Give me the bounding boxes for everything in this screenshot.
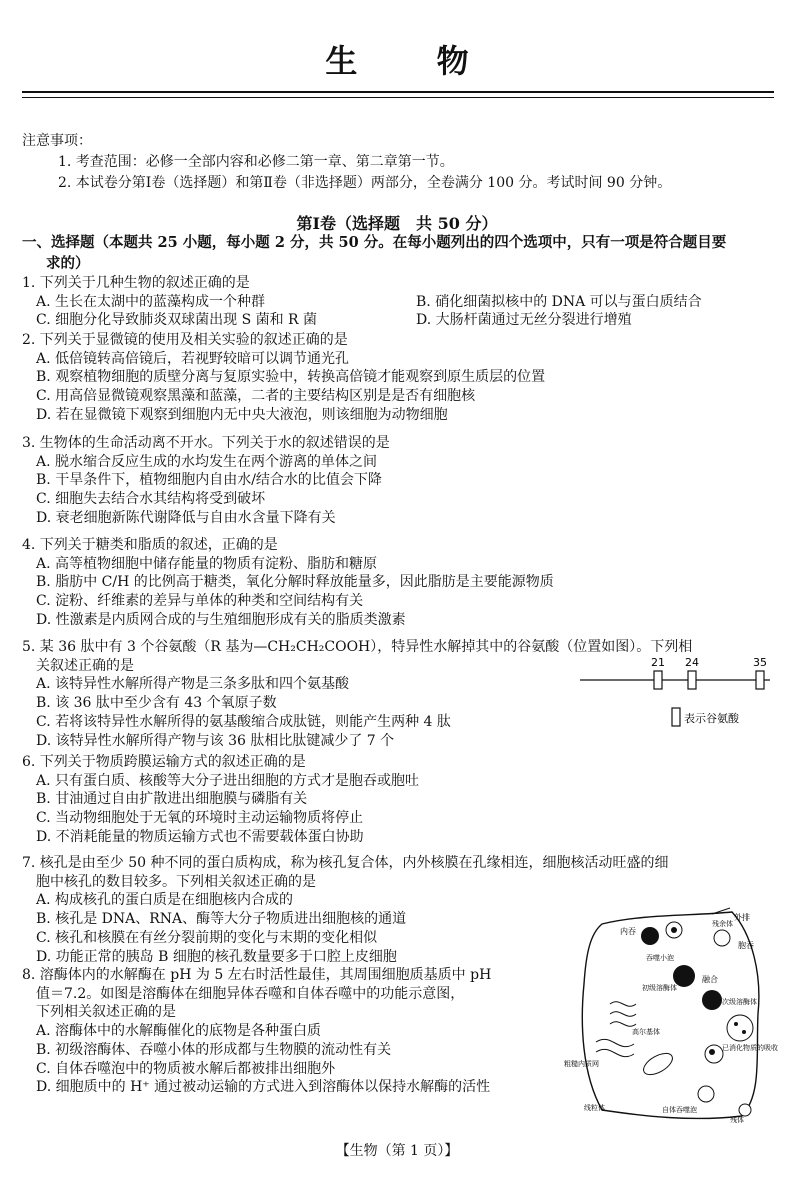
option-a: A. 脱水缩合反应生成的水均发生在两个游离的单体之间 (36, 453, 378, 470)
option-c: C. 用高倍显微镜观察黑藻和蓝藻，二者的主要结构区别是是否有细胞核 (36, 388, 476, 405)
question-1 (22, 274, 782, 330)
option-b: B. 甘油通过自由扩散进出细胞膜与磷脂有关 (36, 791, 308, 808)
legend-label: 表示谷氨酸 (684, 712, 739, 725)
option-c: C. 核孔和核膜在有丝分裂前期的变化与末期的变化相似 (36, 929, 378, 946)
digested-particle (742, 1030, 746, 1034)
section-heading (22, 232, 778, 274)
label-residual: 残余体 (712, 920, 733, 928)
page-footer: 【生物（第 1 页）】 (335, 1143, 459, 1159)
label-primary: 初级溶酶体 (642, 984, 677, 992)
option-b: B. 该 36 肽中至少含有 43 个氧原子数 (36, 695, 277, 712)
option-c: C. 当动物细胞处于无氧的环境时主动运输物质将停止 (36, 810, 364, 827)
position-label-24: 24 (685, 656, 699, 669)
option-c: C. 细胞失去结合水其结构将受到破坏 (36, 491, 266, 508)
notes-heading: 注意事项： (22, 133, 92, 149)
option-b: B. 干旱条件下，植物细胞内自由水/结合水的比值会下降 (36, 472, 382, 489)
label-er: 粗糙内质网 (564, 1060, 599, 1068)
digested-particle (734, 1022, 738, 1026)
page-title: 生 物 (325, 42, 503, 80)
option-b: B. 脂肪中 C/H 的比例高于糖类，氧化分解时释放能量多，因此脂肪是主要能源物质 (36, 574, 554, 591)
legend-marker (672, 708, 680, 726)
option-b: B. 硝化细菌拟核中的 DNA 可以与蛋白质结合 (416, 293, 702, 310)
golgi-stack (610, 1002, 636, 1027)
question-stem: 4. 下列关于糖类和脂质的叙述，正确的是 (22, 537, 278, 553)
endocytosis-vesicle (641, 927, 659, 945)
header-rule-thick (22, 91, 774, 93)
question-stem: 5. 某 36 肽中有 3 个谷氨酸（R 基为—CH₂CH₂COOH），特异性水解掉其中的谷氨酸（位置如图）。下列相 (22, 639, 693, 655)
option-d: D. 该特异性水解所得产物与该 36 肽相比肽键减少了 7 个 (36, 732, 395, 749)
label-autolysosome: 残体 (730, 1116, 744, 1124)
cell-membrane-outline (582, 912, 759, 1118)
position-label-35: 35 (753, 656, 767, 669)
question-6 (22, 753, 782, 847)
question-3 (22, 434, 782, 528)
option-d: D. 衰老细胞新陈代谢降低与自由水含量下降有关 (36, 509, 336, 526)
label-vesicle: 吞噬小泡 (646, 954, 674, 962)
label-golgi: 高尔基体 (632, 1028, 660, 1036)
option-c: C. 若将该特异性水解所得的氨基酸缩合成肽链，则能产生两种 4 肽 (36, 713, 451, 730)
residual-vesicle (739, 1104, 751, 1116)
label-secondary: 次级溶酶体 (722, 998, 757, 1006)
label-mitochondria: 线粒体 (584, 1104, 605, 1112)
question-stem: 1. 下列关于几种生物的叙述正确的是 (22, 275, 250, 291)
question-2 (22, 331, 782, 425)
notes-block (22, 131, 782, 194)
option-b: B. 观察植物细胞的质壁分离与复原实验中，转换高倍镜才能观察到原生质层的位置 (36, 369, 546, 386)
residual-body (714, 930, 730, 946)
label-phagocytosis: 胞吞 (738, 941, 754, 950)
option-a: A. 溶酶体中的水解酶催化的底物是各种蛋白质 (36, 1023, 322, 1040)
digested-lysosome (727, 1015, 753, 1041)
label-autophagosome: 自体吞噬泡 (662, 1106, 697, 1114)
glutamate-marker-21 (654, 671, 662, 689)
question-stem: 2. 下列关于显微镜的使用及相关实验的叙述正确的是 (22, 332, 348, 348)
secondary-lysosome (702, 990, 722, 1010)
option-a: A. 高等植物细胞中储存能量的物质有淀粉、脂肪和糖原 (36, 555, 378, 572)
option-c: C. 细胞分化导致肺炎双球菌出现 S 菌和 R 菌 (36, 312, 318, 329)
option-a: A. 该特异性水解所得产物是三条多肽和四个氨基酸 (36, 676, 350, 693)
option-d: D. 性激素是内质网合成的与生殖细胞形成有关的脂质类激素 (36, 611, 406, 628)
autophagosome-core (709, 1049, 715, 1055)
question-stem: 8. 溶酶体内的水解酶在 pH 为 5 左右时活性最佳，其周围细胞质基质中 pH (22, 967, 492, 983)
option-a: A. 只有蛋白质、核酸等大分子进出细胞的方式才是胞吞或胞吐 (36, 772, 420, 789)
part-title: 第Ⅰ卷（选择题 共 50 分） (296, 214, 498, 233)
glutamate-marker-35 (756, 671, 764, 689)
mitochondrion (640, 1049, 676, 1079)
option-b: B. 初级溶酶体、吞噬小体的形成都与生物膜的流动性有关 (36, 1041, 392, 1058)
option-a: A. 生长在太湖中的蓝藻构成一个种群 (36, 293, 266, 310)
note-item: 1. 考查范围：必修一全部内容和必修二第一章、第二章第一节。 (58, 154, 454, 170)
label-digested: 已消化物质的吸收 (722, 1044, 778, 1052)
question-stem: 胞中核孔的数目较多。下列相关叙述正确的是 (36, 873, 316, 890)
question-stem: 下列相关叙述正确的是 (36, 1004, 176, 1021)
section-line: 一、选择题（本题共 25 小题，每小题 2 分，共 50 分。在每小题列出的四个选项中，只有一项是符合题目要 (22, 234, 727, 251)
option-d: D. 不消耗能量的物质运输方式也不需要载体蛋白协助 (36, 828, 364, 845)
question-stem: 3. 生物体的生命活动离不开水。下列关于水的叙述错误的是 (22, 435, 390, 451)
option-b: B. 核孔是 DNA、RNA、酶等大分子物质进出细胞核的通道 (36, 911, 407, 928)
option-a: A. 构成核孔的蛋白质是在细胞核内合成的 (36, 892, 294, 909)
section-line: 求的） (46, 255, 90, 272)
option-a: A. 低倍镜转高倍镜后，若视野较暗可以调节通光孔 (36, 350, 350, 367)
option-d: D. 大肠杆菌通过无丝分裂进行增殖 (416, 312, 632, 329)
rough-er (596, 1039, 634, 1056)
position-label-21: 21 (651, 656, 665, 669)
vesicle-core (671, 927, 677, 933)
option-d: D. 细胞质中的 H⁺ 通过被动运输的方式进入到溶酶体以保持水解酶的活性 (36, 1079, 491, 1096)
label-endocytosis: 内吞 (620, 927, 636, 936)
question-stem: 7. 核孔是由至少 50 种不同的蛋白质构成，称为核孔复合体，内外核膜在孔缘相连，细胞核活动旺盛的细 (22, 855, 669, 871)
question-stem: 值＝7.2。如图是溶酶体在细胞异体吞噬和自体吞噬中的功能示意图， (36, 985, 465, 1002)
question-stem: 关叙述正确的是 (36, 657, 134, 674)
note-item: 2. 本试卷分第Ⅰ卷（选择题）和第Ⅱ卷（非选择题）两部分，全卷满分 100 分。考试时间 90 分钟。 (58, 175, 672, 191)
autolysosome (698, 1086, 714, 1102)
option-d: D. 若在显微镜下观察到细胞内无中央大液泡，则该细胞为动物细胞 (36, 406, 448, 423)
option-d: D. 功能正常的胰岛 B 细胞的核孔数量要多于口腔上皮细胞 (36, 948, 397, 965)
label-fusion: 融合 (702, 975, 718, 984)
header-rule-thin (22, 97, 774, 98)
option-c: C. 自体吞噬泡中的物质被水解后都被排出细胞外 (36, 1060, 336, 1077)
glutamate-marker-24 (688, 671, 696, 689)
label-outside: 外排 (734, 913, 750, 922)
question-stem: 6. 下列关于物质跨膜运输方式的叙述正确的是 (22, 754, 306, 770)
lysosome-figure (562, 904, 784, 1126)
question-4 (22, 536, 782, 630)
option-c: C. 淀粉、纤维素的差异与单体的种类和空间结构有关 (36, 593, 364, 610)
peptide-figure (576, 652, 774, 730)
